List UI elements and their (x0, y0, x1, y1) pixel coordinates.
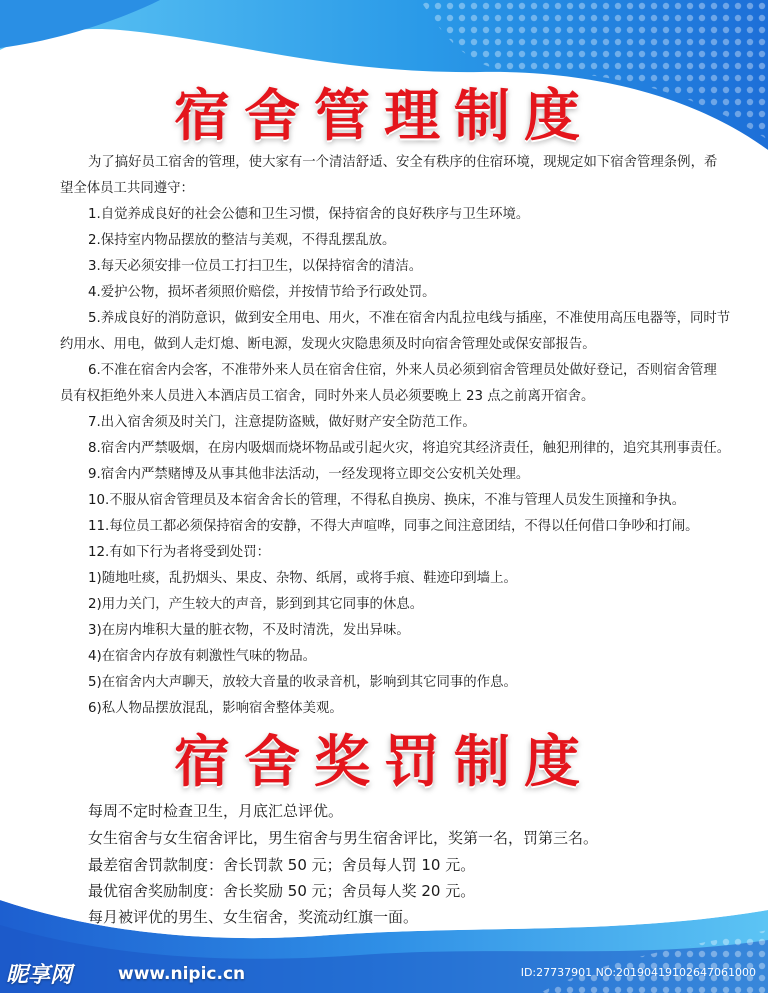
management-title: 宿舍管理制度 (174, 84, 594, 149)
reward-item: 女生宿舍与女生宿舍评比，男生宿舍与男生宿舍评比，奖第一名，罚第三名。 (88, 829, 599, 847)
reward-item: 每月被评优的男生、女生宿舍，奖流动红旗一面。 (88, 908, 419, 926)
watermark-logo: 昵享网 (6, 963, 73, 988)
reward-item: 最优宿舍奖励制度：舍长奖励 50 元；舍员每人奖 20 元。 (88, 882, 476, 900)
watermark-id: ID:27737901 NO:20190419102647061000 (520, 966, 756, 979)
reward-item: 最差宿舍罚款制度：舍长罚款 50 元；舍员每人罚 10 元。 (88, 856, 476, 874)
reward-item: 每周不定时检查卫生，月底汇总评优。 (88, 802, 344, 820)
watermark-url: www.nipic.cn (118, 964, 246, 984)
reward-title: 宿舍奖罚制度 (174, 730, 594, 795)
